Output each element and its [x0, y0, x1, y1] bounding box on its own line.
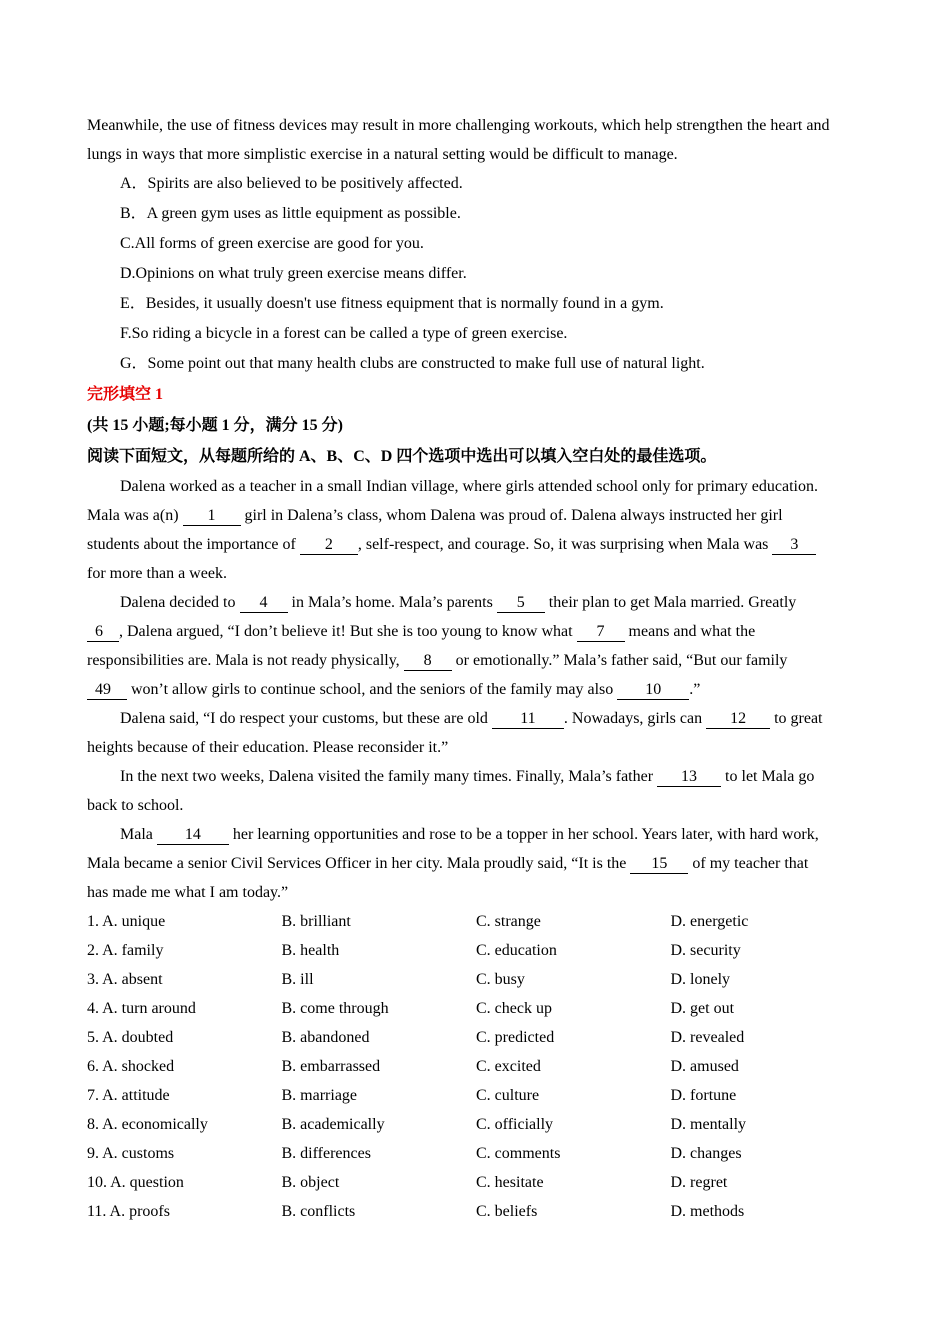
- passage-line: Mala became a senior Civil Services Officer in her city. Mala proudly said, “It is the 15 of my teacher that: [87, 855, 809, 872]
- passage-line: for more than a week.: [87, 565, 227, 582]
- choice-c: C. predicted: [476, 1029, 555, 1046]
- option-e: E．Besides, it usually doesn't use fitness equipment that is normally found in a gym.: [120, 295, 664, 312]
- choice-row: [87, 965, 867, 994]
- choice-b: B. abandoned: [281, 1029, 370, 1046]
- choice-a: 7. A. attitude: [87, 1087, 170, 1104]
- blank-14: 14: [157, 826, 229, 845]
- choice-row: [87, 1023, 867, 1052]
- choice-a: 4. A. turn around: [87, 1000, 196, 1017]
- choice-c: C. hesitate: [476, 1174, 544, 1191]
- choice-row: [87, 907, 867, 936]
- choice-c: C. excited: [476, 1058, 541, 1075]
- section-title: 完形填空 1: [87, 386, 164, 403]
- passage-line: 49 won’t allow girls to continue school, and the seniors of the family may also 10 .”: [87, 675, 867, 704]
- option-f: F.So riding a bicycle in a forest can be called a type of green exercise.: [120, 325, 568, 342]
- option-g: G．Some point out that many health clubs are constructed to make full use of natural light.: [120, 355, 705, 372]
- blank-5: 5: [497, 594, 545, 613]
- passage-line: students about the importance of 2 , self-respect, and courage. So, it was surprising when Mala was 3: [87, 530, 867, 559]
- choice-b: B. academically: [281, 1116, 385, 1133]
- passage-line: Mala was a(n) 1 girl in Dalena’s class, whom Dalena was proud of. Dalena always instructed her girl: [87, 507, 783, 524]
- intro-line-2: lungs in ways that more simplistic exercise in a natural setting would be difficult to manage.: [87, 146, 678, 163]
- blank-13: 13: [657, 768, 721, 787]
- choice-b: B. object: [281, 1174, 340, 1191]
- blank-15: 15: [630, 855, 688, 874]
- choice-d: D. methods: [670, 1203, 745, 1220]
- blank-11: 11: [492, 710, 564, 729]
- passage-line: responsibilities are. Mala is not ready physically, 8 or emotionally.” Mala’s father said, “But our family: [87, 652, 788, 669]
- cloze-passage: [87, 472, 867, 907]
- choice-b: B. conflicts: [281, 1203, 356, 1220]
- choice-b: B. come through: [281, 1000, 389, 1017]
- blank-7: 7: [577, 623, 625, 642]
- passage-line: Dalena said, “I do respect your customs, but these are old 11 . Nowadays, girls can 12 to great: [120, 710, 823, 727]
- choice-row: [87, 1197, 867, 1226]
- section-instruction: 阅读下面短文，从每题所给的 A、B、C、D 四个选项中选出可以填入空白处的最佳选项。: [87, 448, 717, 465]
- document-page: [87, 111, 867, 1226]
- choice-c: C. culture: [476, 1087, 540, 1104]
- option-b: B．A green gym uses as little equipment as possible.: [120, 205, 461, 222]
- choice-d: D. energetic: [670, 913, 749, 930]
- choice-d: D. changes: [670, 1145, 742, 1162]
- choice-b: B. health: [281, 942, 340, 959]
- blank-9: 49: [87, 681, 127, 700]
- section-scoring: (共 15 小题;每小题 1 分，满分 15 分): [87, 417, 343, 434]
- choice-a: 8. A. economically: [87, 1116, 208, 1133]
- blank-6: 6: [87, 623, 119, 642]
- passage-line: 6 , Dalena argued, “I don’t believe it! But she is too young to know what 7 means and what the: [87, 617, 867, 646]
- choice-b: B. brilliant: [281, 913, 351, 930]
- choice-row: [87, 936, 867, 965]
- option-a: A．Spirits are also believed to be positively affected.: [120, 175, 463, 192]
- blank-3: 3: [772, 536, 816, 555]
- choice-a: 11. A. proofs: [87, 1203, 170, 1220]
- choice-row: [87, 1081, 867, 1110]
- intro-line-1: Meanwhile, the use of fitness devices may result in more challenging workouts, which help strengthen the heart and: [87, 117, 830, 134]
- passage-line: back to school.: [87, 797, 184, 814]
- blank-1: 1: [183, 507, 241, 526]
- blank-4: 4: [240, 594, 288, 613]
- passage-line: In the next two weeks, Dalena visited the family many times. Finally, Mala’s father 13 to let Mala go: [120, 768, 815, 785]
- blank-2: 2: [300, 536, 358, 555]
- passage-line: Mala 14 her learning opportunities and rose to be a topper in her school. Years later, with hard work,: [120, 826, 819, 843]
- choice-a: 3. A. absent: [87, 971, 163, 988]
- choice-c: C. beliefs: [476, 1203, 538, 1220]
- choice-row: [87, 1139, 867, 1168]
- choice-c: C. officially: [476, 1116, 554, 1133]
- choice-c: C. comments: [476, 1145, 561, 1162]
- blank-8: 8: [404, 652, 452, 671]
- choice-row: [87, 1168, 867, 1197]
- choice-d: D. amused: [670, 1058, 739, 1075]
- seven-options-list: [87, 169, 867, 379]
- choice-b: B. differences: [281, 1145, 371, 1162]
- choice-c: C. education: [476, 942, 557, 959]
- choice-b: B. ill: [281, 971, 314, 988]
- choice-a: 6. A. shocked: [87, 1058, 175, 1075]
- choice-d: D. mentally: [670, 1116, 747, 1133]
- passage-line: Dalena worked as a teacher in a small Indian village, where girls attended school only for primary education.: [120, 478, 818, 495]
- choice-d: D. lonely: [670, 971, 731, 988]
- choice-row: [87, 1110, 867, 1139]
- choice-d: D. get out: [670, 1000, 735, 1017]
- choice-d: D. fortune: [670, 1087, 737, 1104]
- choice-a: 2. A. family: [87, 942, 164, 959]
- option-d: D.Opinions on what truly green exercise means differ.: [120, 265, 467, 282]
- choice-c: C. strange: [476, 913, 541, 930]
- blank-12: 12: [706, 710, 770, 729]
- choice-c: C. check up: [476, 1000, 552, 1017]
- blank-10: 10: [617, 681, 689, 700]
- option-c: C.All forms of green exercise are good for you.: [120, 235, 424, 252]
- choice-a: 10. A. question: [87, 1174, 184, 1191]
- choice-b: B. embarrassed: [281, 1058, 381, 1075]
- choice-d: D. revealed: [670, 1029, 745, 1046]
- passage-line: Dalena decided to 4 in Mala’s home. Mala’s parents 5 their plan to get Mala married. Greatly: [120, 594, 797, 611]
- choice-row: [87, 1052, 867, 1081]
- choice-b: B. marriage: [281, 1087, 358, 1104]
- choice-d: D. security: [670, 942, 741, 959]
- passage-line: heights because of their education. Please reconsider it.”: [87, 739, 449, 756]
- answer-choices: [87, 907, 867, 1226]
- choice-a: 9. A. customs: [87, 1145, 175, 1162]
- choice-a: 5. A. doubted: [87, 1029, 174, 1046]
- choice-row: [87, 994, 867, 1023]
- choice-a: 1. A. unique: [87, 913, 166, 930]
- choice-d: D. regret: [670, 1174, 728, 1191]
- choice-c: C. busy: [476, 971, 525, 988]
- passage-line: has made me what I am today.”: [87, 884, 289, 901]
